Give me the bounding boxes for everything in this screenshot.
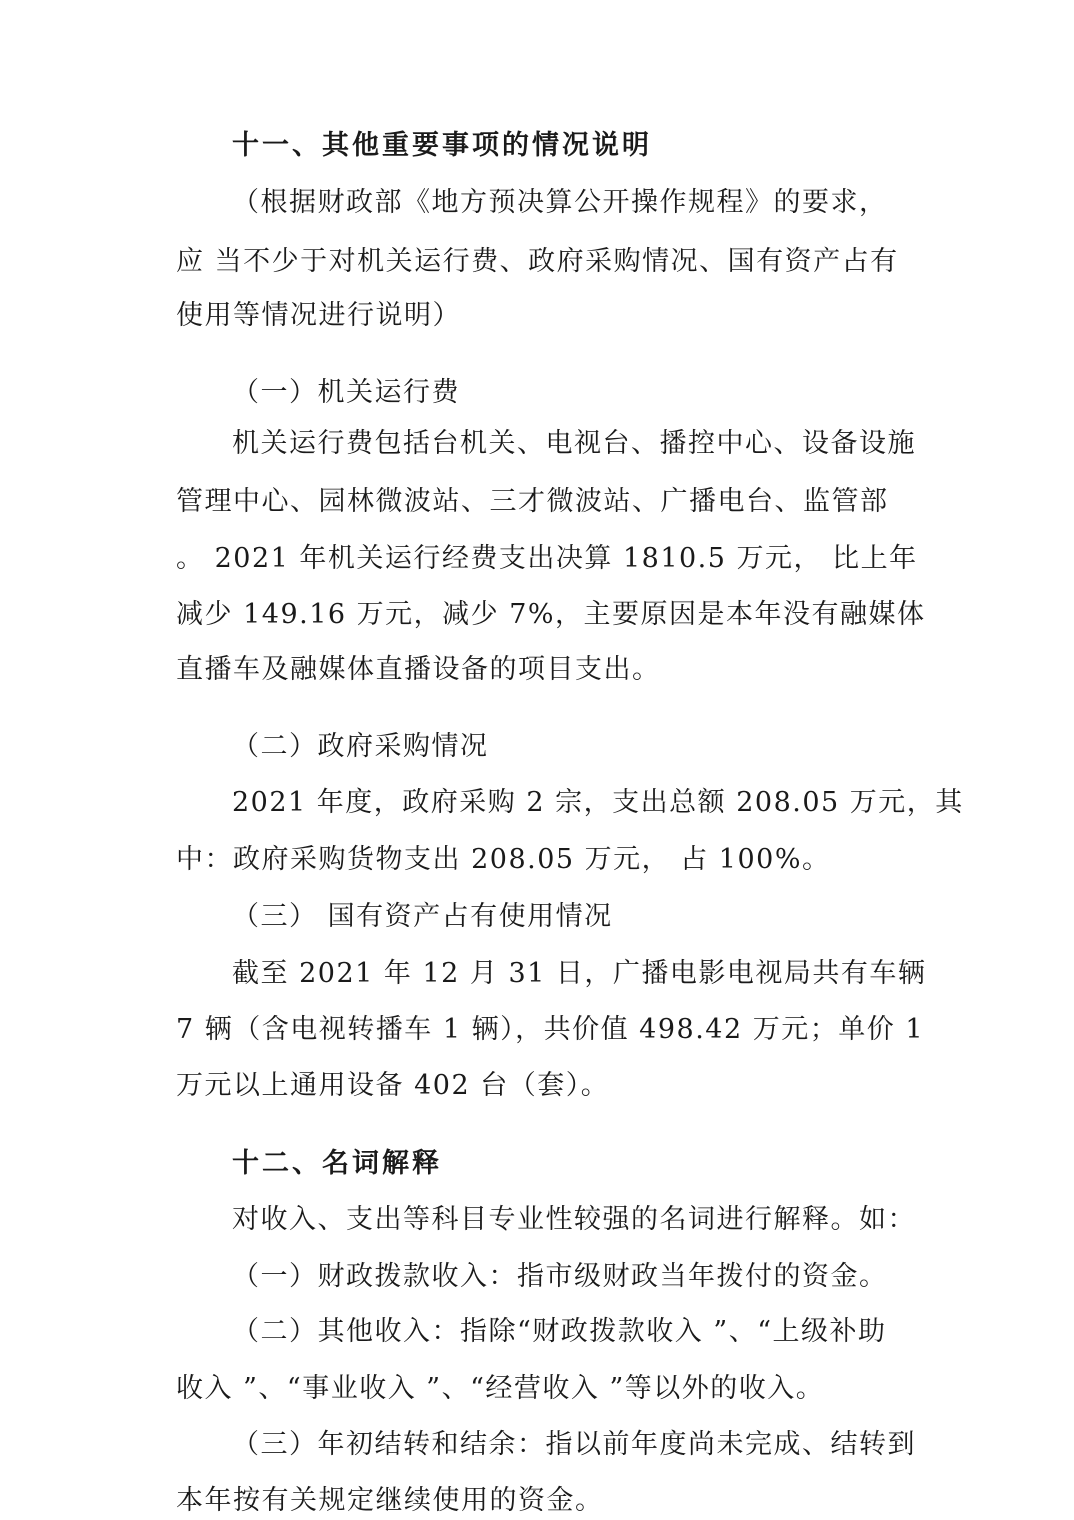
- paragraph-line: （三）年初结转和结余：指以前年度尚未完成、结转到: [232, 1429, 916, 1460]
- subsection-2-title: （二）政府采购情况: [232, 731, 489, 762]
- paragraph-line: 2021 年度，政府采购 2 宗，支出总额 208.05 万元，其: [232, 787, 964, 818]
- paragraph-line: （二）其他收入：指除“财政拨款收入 ”、“上级补助: [232, 1316, 887, 1347]
- paragraph-line: （一）财政拨款收入：指市级财政当年拨付的资金。: [232, 1261, 888, 1292]
- section-11-heading: 十一、其他重要事项的情况说明: [232, 130, 652, 161]
- section-12-heading: 十二、名词解释: [232, 1148, 442, 1179]
- paragraph-line: 中：政府采购货物支出 208.05 万元， 占 100%。: [176, 844, 831, 875]
- paragraph-line: 收入 ”、“事业收入 ”、“经营收入 ”等以外的收入。: [176, 1373, 825, 1404]
- paragraph-line: 。 2021 年机关运行经费支出决算 1810.5 万元， 比上年: [176, 543, 918, 574]
- paragraph-line: 管理中心、园林微波站、三才微波站、广播电台、监管部: [176, 486, 889, 517]
- paragraph-line: 减少 149.16 万元，减少 7%，主要原因是本年没有融媒体: [176, 599, 926, 630]
- paragraph-line: 机关运行费包括台机关、电视台、播控中心、设备设施: [232, 428, 916, 459]
- subsection-3-title: （三） 国有资产占有使用情况: [232, 901, 613, 932]
- section-11-note-line: 应 当不少于对机关运行费、政府采购情况、国有资产占有: [176, 246, 899, 277]
- paragraph-line: 本年按有关规定继续使用的资金。: [176, 1485, 604, 1516]
- section-11-note-line: （根据财政部《地方预决算公开操作规程》的要求，: [232, 187, 888, 218]
- section-11-note-line: 使用等情况进行说明）: [176, 300, 461, 331]
- paragraph-line: 万元以上通用设备 402 台（套）。: [176, 1070, 610, 1101]
- paragraph-line: 对收入、支出等科目专业性较强的名词进行解释。如：: [232, 1204, 916, 1235]
- paragraph-line: 截至 2021 年 12 月 31 日，广播电影电视局共有车辆: [232, 958, 927, 989]
- paragraph-line: 7 辆（含电视转播车 1 辆），共价值 498.42 万元；单价 1: [176, 1014, 925, 1045]
- subsection-1-title: （一）机关运行费: [232, 377, 460, 408]
- paragraph-line: 直播车及融媒体直播设备的项目支出。: [176, 654, 661, 685]
